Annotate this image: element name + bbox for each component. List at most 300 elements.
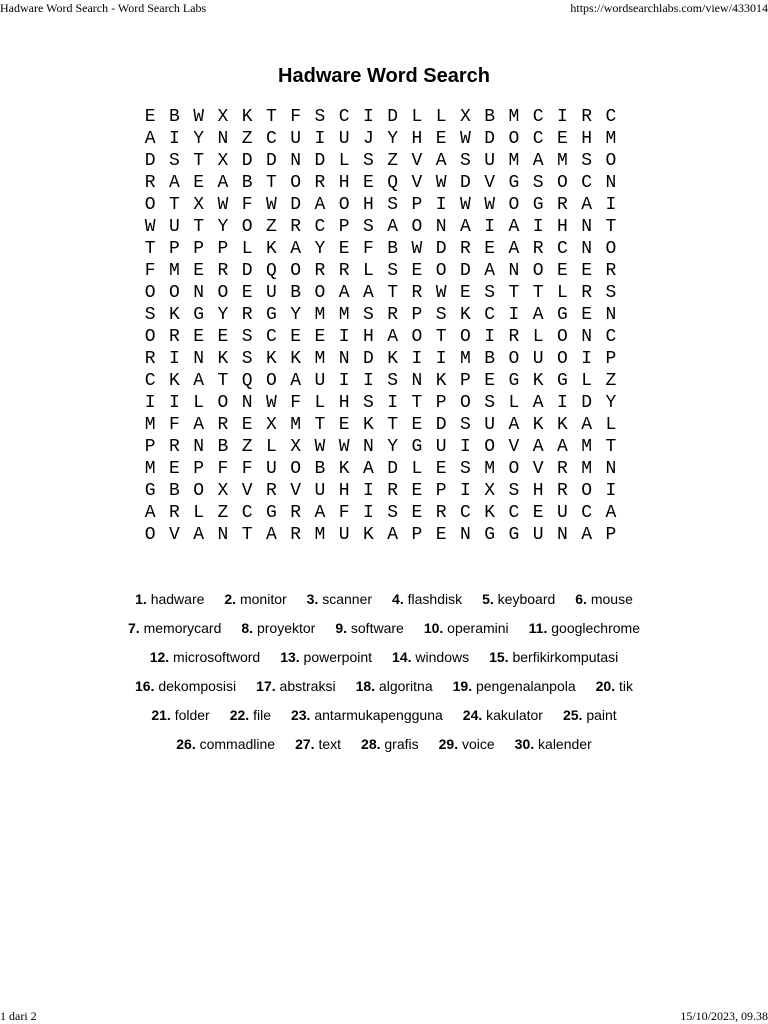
grid-letter: F [168,415,180,435]
word-number: 16. [134,678,155,694]
grid-letter: T [435,327,447,347]
word-list-item [424,617,509,640]
grid-letter: M [338,305,350,325]
grid-letter: L [193,393,205,413]
word-number: 24. [462,707,483,723]
grid-letter: A [193,371,205,391]
grid-letter: V [532,459,544,479]
grid-letter: C [338,107,350,127]
word-list-item [291,704,443,727]
grid-letter: A [168,173,180,193]
grid-letter: P [411,305,423,325]
grid-letter: A [144,503,156,523]
grid-letter: C [532,107,544,127]
grid-letter: D [387,459,399,479]
word-list-item [295,733,341,756]
grid-letter: E [290,327,302,347]
grid-letter: K [362,525,374,545]
word-text: microsoftword [173,649,261,665]
grid-letter: E [362,173,374,193]
grid-letter: S [508,481,520,501]
grid-letter: R [435,503,447,523]
word-number: 14. [392,649,412,665]
grid-letter: O [290,261,302,281]
grid-letter: R [168,437,180,457]
grid-letter: A [265,525,277,545]
word-list-row [0,733,768,762]
grid-letter: D [362,349,374,369]
grid-letter: I [144,393,156,413]
word-number: 21. [151,707,171,723]
word-text: kalender [538,736,592,752]
grid-letter: B [217,437,229,457]
grid-letter: E [435,525,447,545]
grid-letter: U [338,525,350,545]
grid-letter: E [581,305,593,325]
word-list-item [256,675,335,698]
word-number: 9. [335,620,347,636]
grid-letter: A [435,151,447,171]
grid-letter: Y [193,129,205,149]
grid-letter: E [193,327,205,347]
grid-letter: Y [387,437,399,457]
grid-letter: S [241,349,253,369]
grid-letter: E [338,415,350,435]
grid-letter: S [581,151,593,171]
grid-letter: E [411,503,423,523]
word-text: mouse [590,591,633,607]
grid-letter: L [338,151,350,171]
grid-letter: P [605,525,617,545]
grid-letter: L [193,503,205,523]
grid-letter: H [362,327,374,347]
grid-row [138,106,632,128]
grid-letter: N [605,305,617,325]
word-text: berfikirkomputasi [512,649,619,665]
word-text: dekomposisi [158,678,237,694]
grid-letter: B [484,349,496,369]
grid-letter: T [168,195,180,215]
grid-letter: L [265,437,277,457]
grid-letter: S [387,261,399,281]
letter-grid [138,106,632,546]
grid-letter: D [290,195,302,215]
grid-letter: O [508,129,520,149]
grid-row [138,172,632,194]
grid-letter: I [168,129,180,149]
grid-letter: O [144,525,156,545]
grid-letter: R [217,261,229,281]
grid-letter: A [387,217,399,237]
grid-letter: U [556,503,568,523]
word-list-item [135,588,204,611]
grid-row [138,458,632,480]
grid-letter: A [484,261,496,281]
word-text: voice [461,736,495,752]
grid-letter: F [144,261,156,281]
grid-letter: C [581,503,593,523]
grid-letter: R [144,349,156,369]
grid-letter: P [435,393,447,413]
grid-letter: X [290,437,302,457]
word-number: 26. [176,736,196,752]
grid-letter: I [411,349,423,369]
word-list-row [0,646,768,675]
word-number: 10. [423,620,444,636]
word-list-row [0,588,768,617]
grid-letter: G [556,371,568,391]
grid-letter: N [581,217,593,237]
grid-letter: D [265,151,277,171]
grid-letter: F [290,107,302,127]
grid-letter: R [168,503,180,523]
grid-letter: H [362,195,374,215]
grid-letter: G [508,525,520,545]
grid-letter: I [508,305,520,325]
grid-letter: Z [241,437,253,457]
grid-letter: O [193,481,205,501]
grid-letter: A [581,525,593,545]
grid-letter: C [605,327,617,347]
grid-letter: A [508,415,520,435]
grid-letter: S [387,195,399,215]
grid-letter: D [144,151,156,171]
grid-letter: W [411,239,423,259]
grid-letter: L [581,371,593,391]
grid-letter: I [484,327,496,347]
grid-row [138,436,632,458]
grid-letter: I [338,327,350,347]
grid-letter: S [484,393,496,413]
grid-letter: O [168,283,180,303]
grid-letter: U [435,437,447,457]
grid-letter: W [459,129,471,149]
grid-letter: V [484,173,496,193]
grid-letter: K [459,305,471,325]
grid-letter: S [605,283,617,303]
grid-letter: K [290,349,302,369]
word-list-item [356,675,433,698]
grid-letter: R [265,481,277,501]
word-text: keyboard [497,591,556,607]
grid-letter: U [168,217,180,237]
grid-letter: A [508,217,520,237]
grid-letter: W [435,173,447,193]
word-number: 27. [295,736,315,752]
grid-letter: U [290,129,302,149]
grid-letter: N [193,437,205,457]
grid-letter: H [532,481,544,501]
grid-letter: V [168,525,180,545]
grid-letter: E [241,283,253,303]
grid-letter: E [484,371,496,391]
grid-letter: X [459,107,471,127]
grid-letter: R [387,305,399,325]
grid-letter: K [532,371,544,391]
word-list [0,588,768,762]
grid-letter: S [362,217,374,237]
grid-letter: P [459,371,471,391]
grid-letter: I [362,481,374,501]
grid-letter: A [290,239,302,259]
grid-letter: C [241,503,253,523]
grid-letter: O [144,195,156,215]
word-text: hadware [150,591,205,607]
grid-letter: B [168,481,180,501]
word-text: scanner [322,591,373,607]
grid-letter: A [556,437,568,457]
word-list-item [224,588,286,611]
word-list-item [151,704,209,727]
grid-row [138,216,632,238]
word-number: 12. [149,649,170,665]
word-number: 6. [575,591,587,607]
grid-letter: P [144,437,156,457]
word-list-item [463,704,543,727]
grid-letter: T [144,239,156,259]
grid-letter: Q [265,261,277,281]
grid-row [138,304,632,326]
grid-letter: D [459,261,471,281]
grid-letter: X [484,481,496,501]
grid-letter: P [411,195,423,215]
grid-letter: H [556,217,568,237]
word-number: 25. [562,707,583,723]
grid-letter: O [556,327,568,347]
grid-letter: D [484,129,496,149]
grid-letter: U [314,481,326,501]
grid-letter: N [508,261,520,281]
grid-letter: A [338,283,350,303]
grid-letter: L [605,415,617,435]
grid-letter: E [411,261,423,281]
grid-letter: S [459,415,471,435]
grid-letter: G [508,371,520,391]
grid-letter: E [144,107,156,127]
word-list-item [392,588,462,611]
word-text: file [253,707,271,723]
grid-letter: E [435,459,447,479]
grid-letter: N [411,371,423,391]
word-list-item [453,675,576,698]
grid-letter: U [265,459,277,479]
grid-letter: I [581,349,593,369]
grid-letter: W [265,195,277,215]
word-number: 5. [482,591,494,607]
word-list-item [128,617,221,640]
grid-letter: O [411,217,423,237]
grid-letter: R [581,283,593,303]
grid-letter: U [484,415,496,435]
grid-letter: R [290,503,302,523]
grid-letter: I [605,481,617,501]
grid-letter: Y [217,305,229,325]
grid-letter: N [362,437,374,457]
grid-letter: N [217,525,229,545]
grid-letter: F [241,459,253,479]
grid-letter: O [314,283,326,303]
grid-letter: P [193,239,205,259]
grid-letter: P [435,481,447,501]
grid-letter: A [508,239,520,259]
grid-letter: W [144,217,156,237]
word-list-item [135,675,236,698]
grid-letter: N [581,327,593,347]
grid-row [138,128,632,150]
grid-letter: I [605,195,617,215]
print-footer [0,1008,768,1024]
word-list-item [361,733,419,756]
grid-letter: G [556,305,568,325]
grid-letter: K [338,459,350,479]
grid-letter: I [484,217,496,237]
grid-letter: I [532,217,544,237]
word-text: paint [586,707,617,723]
word-text: powerpoint [303,649,373,665]
word-list-row [0,704,768,733]
grid-letter: T [265,173,277,193]
word-list-item [515,733,592,756]
word-list-item [563,704,617,727]
grid-letter: B [290,283,302,303]
grid-letter: M [168,261,180,281]
grid-letter: M [581,459,593,479]
grid-letter: T [241,525,253,545]
grid-row [138,414,632,436]
word-number: 11. [528,620,548,636]
grid-letter: I [435,349,447,369]
grid-letter: Y [605,393,617,413]
grid-letter: E [581,261,593,281]
grid-letter: T [193,217,205,237]
grid-letter: S [387,371,399,391]
grid-letter: N [193,283,205,303]
grid-letter: N [241,393,253,413]
grid-letter: E [556,261,568,281]
grid-letter: U [532,349,544,369]
grid-letter: E [338,239,350,259]
grid-letter: T [387,415,399,435]
word-list-item [596,675,633,698]
grid-letter: V [508,437,520,457]
grid-letter: L [435,107,447,127]
word-number: 7. [128,620,140,636]
grid-letter: S [168,151,180,171]
grid-letter: A [193,525,205,545]
grid-letter: P [338,217,350,237]
grid-letter: G [144,481,156,501]
word-list-item [280,646,372,669]
grid-letter: P [605,349,617,369]
grid-row [138,260,632,282]
grid-row [138,348,632,370]
grid-letter: A [362,283,374,303]
grid-letter: S [459,459,471,479]
grid-letter: R [581,107,593,127]
grid-letter: K [362,415,374,435]
grid-letter: R [605,261,617,281]
grid-letter: Z [241,129,253,149]
grid-letter: Z [265,217,277,237]
grid-letter: O [484,437,496,457]
grid-letter: T [193,151,205,171]
word-text: tik [619,678,633,694]
grid-letter: K [168,305,180,325]
grid-letter: O [508,459,520,479]
grid-letter: S [314,107,326,127]
grid-letter: T [532,283,544,303]
grid-letter: C [508,503,520,523]
grid-letter: C [484,305,496,325]
grid-row [138,502,632,524]
grid-letter: L [314,393,326,413]
grid-letter: W [338,437,350,457]
grid-letter: S [362,151,374,171]
grid-letter: U [314,371,326,391]
grid-letter: I [362,503,374,523]
grid-letter: F [241,195,253,215]
grid-letter: V [411,151,423,171]
grid-letter: O [605,151,617,171]
grid-letter: H [338,173,350,193]
grid-letter: D [241,151,253,171]
grid-letter: K [265,239,277,259]
grid-letter: E [411,481,423,501]
grid-letter: Q [387,173,399,193]
word-list-item [575,588,633,611]
grid-letter: M [508,151,520,171]
grid-letter: Y [387,129,399,149]
grid-letter: S [241,327,253,347]
word-text: windows [415,649,470,665]
word-text: pengenalanpola [475,678,576,694]
grid-letter: R [387,481,399,501]
grid-letter: O [532,261,544,281]
word-number: 20. [595,678,616,694]
grid-letter: W [193,107,205,127]
grid-letter: O [217,393,229,413]
grid-letter: A [532,393,544,413]
grid-letter: S [144,305,156,325]
grid-letter: N [338,349,350,369]
grid-letter: E [168,459,180,479]
word-text: monitor [239,591,287,607]
grid-letter: E [484,239,496,259]
word-number: 23. [290,707,311,723]
word-list-item [439,733,495,756]
grid-letter: P [193,459,205,479]
word-list-item [482,588,555,611]
grid-row [138,326,632,348]
grid-letter: A [581,415,593,435]
grid-letter: F [290,393,302,413]
grid-letter: T [605,437,617,457]
grid-letter: I [362,371,374,391]
grid-letter: I [168,393,180,413]
word-list-item [529,617,640,640]
grid-letter: R [314,173,326,193]
grid-letter: M [314,349,326,369]
grid-letter: B [241,173,253,193]
grid-letter: O [290,459,302,479]
grid-letter: R [508,327,520,347]
grid-letter: A [387,525,399,545]
grid-letter: G [411,437,423,457]
grid-letter: M [314,305,326,325]
word-number: 18. [355,678,376,694]
grid-letter: M [484,459,496,479]
grid-letter: G [193,305,205,325]
